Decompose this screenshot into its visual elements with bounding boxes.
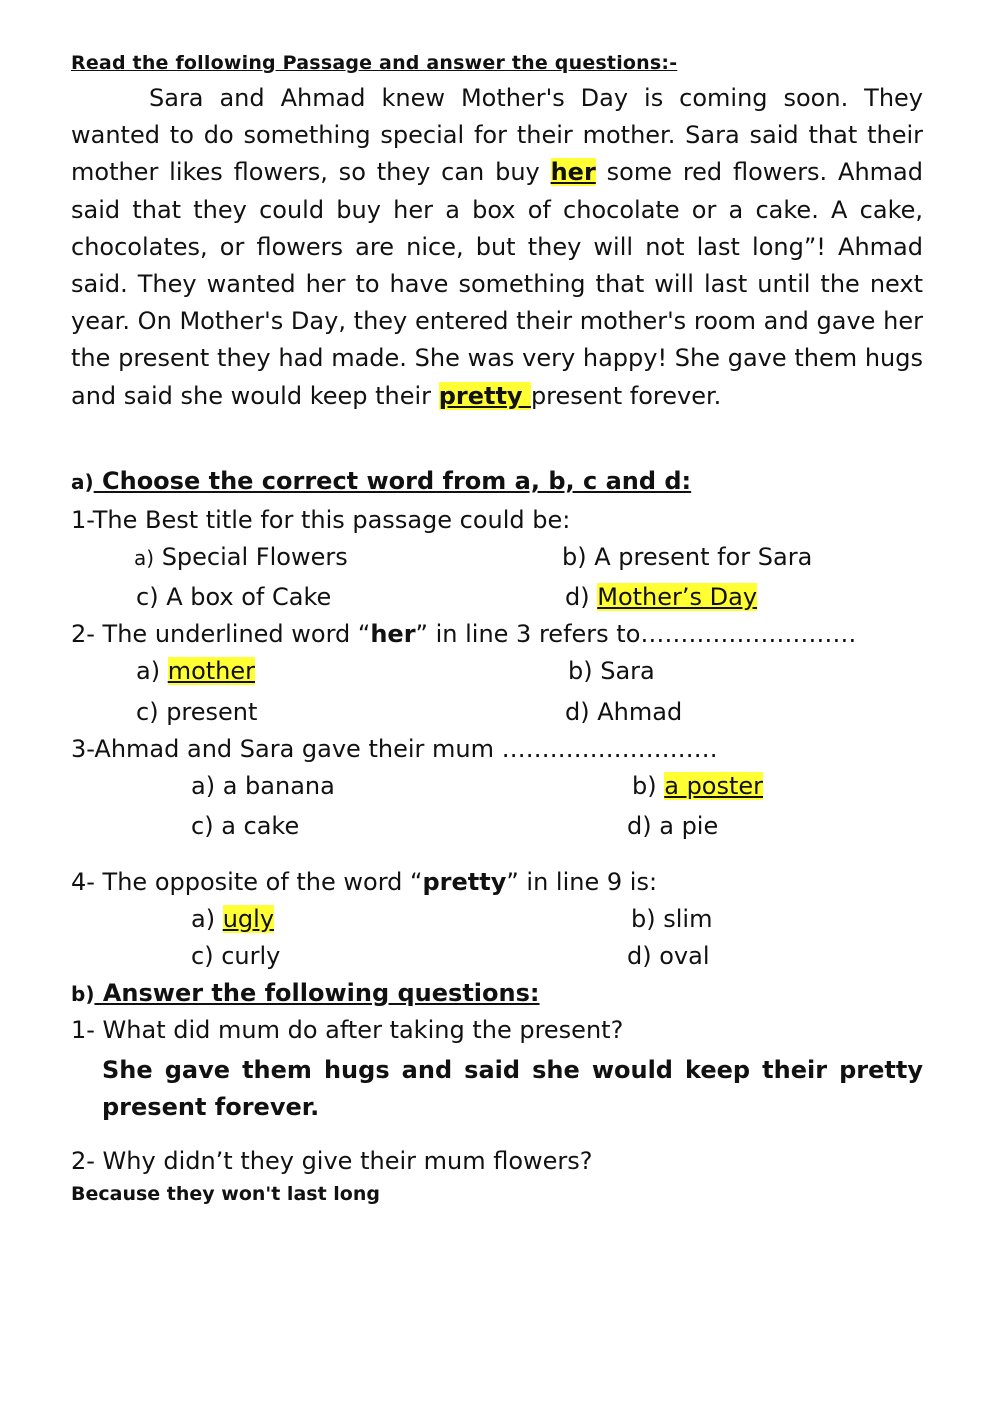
q1-option-b: b) A present for Sara bbox=[562, 543, 813, 571]
short-question-2: 2- Why didn’t they give their mum flowers? bbox=[71, 1147, 593, 1175]
q2-option-c: c) present bbox=[136, 698, 258, 726]
q2-option-b: b) Sara bbox=[568, 657, 655, 685]
q1-option-d bbox=[565, 583, 757, 611]
question-2-pre: 2- The underlined word “ bbox=[71, 620, 371, 648]
question-2 bbox=[71, 620, 856, 648]
q3-option-a: a) a banana bbox=[191, 772, 335, 800]
q1-option-c: c) A box of Cake bbox=[136, 583, 332, 611]
section-a-title: Choose the correct word from a, b, c and d: bbox=[93, 467, 692, 495]
q2-option-a-label: a) bbox=[136, 657, 168, 685]
instructions-heading: Read the following Passage and answer the questions:- bbox=[71, 52, 678, 74]
section-a-heading bbox=[71, 467, 691, 495]
q2-option-a bbox=[136, 657, 255, 685]
q3-option-d: d) a pie bbox=[627, 812, 719, 840]
q4-option-c: c) curly bbox=[191, 942, 281, 970]
q4-option-a bbox=[191, 905, 274, 933]
passage-part-3: present forever. bbox=[530, 381, 722, 410]
question-4-pre: 4- The opposite of the word “ bbox=[71, 868, 423, 896]
q1-answer-highlight: Mother’s Day bbox=[597, 583, 758, 611]
section-b-heading bbox=[71, 979, 539, 1007]
q3-option-c: c) a cake bbox=[191, 812, 300, 840]
q4-option-a-label: a) bbox=[191, 905, 223, 933]
q1-option-d-label: d) bbox=[565, 583, 598, 611]
section-a-tag: a) bbox=[71, 470, 94, 494]
q1-option-a bbox=[134, 543, 348, 571]
passage-part-2: some red flowers. Ahmad said that they could buy her a box of chocolate or a cake. A cake, chocolates, or flowers are nice, but they will not last long”! Ahmad said. They wanted her to have something that will last until the next year. On Mother's Day, they entered their mother's room and gave her the present they had made. She was very happy! She gave them hugs and said she would keep their bbox=[71, 158, 923, 410]
question-4-bold-word: pretty bbox=[422, 868, 507, 896]
passage-part-1: Sara and Ahmad knew Mother's Day is coming soon. They wanted to do something special for their mother. Sara said that their mother likes flowers, so they can buy bbox=[71, 84, 923, 187]
question-4 bbox=[71, 868, 657, 896]
q1-option-a-label: a) bbox=[134, 546, 155, 570]
question-3: 3-Ahmad and Sara gave their mum ……………………… bbox=[71, 735, 718, 763]
section-b-title: Answer the following questions: bbox=[94, 979, 540, 1007]
q3-answer-highlight: a poster bbox=[664, 772, 764, 800]
question-2-bold-word: her bbox=[370, 620, 416, 648]
question-1: 1-The Best title for this passage could be: bbox=[71, 506, 571, 534]
q1-option-a-text: Special Flowers bbox=[154, 543, 348, 571]
question-2-post: ” in line 3 refers to……………………… bbox=[415, 620, 857, 648]
q2-answer-highlight: mother bbox=[167, 657, 256, 685]
q3-option-b-label: b) bbox=[632, 772, 665, 800]
question-4-post: ” in line 9 is: bbox=[506, 868, 658, 896]
highlighted-word-her: her bbox=[550, 158, 596, 187]
short-answer-1: She gave them hugs and said she would keep their pretty present forever. bbox=[102, 1056, 923, 1121]
q4-option-b: b) slim bbox=[631, 905, 713, 933]
q2-option-d: d) Ahmad bbox=[565, 698, 683, 726]
q3-option-b bbox=[632, 772, 763, 800]
short-answer-2: Because they won't last long bbox=[71, 1183, 380, 1205]
short-question-1: 1- What did mum do after taking the present? bbox=[71, 1016, 624, 1044]
highlighted-word-pretty: pretty bbox=[438, 381, 531, 410]
section-b-tag: b) bbox=[71, 982, 95, 1006]
q4-option-d: d) oval bbox=[627, 942, 710, 970]
q4-answer-highlight: ugly bbox=[222, 905, 275, 933]
reading-passage bbox=[71, 80, 923, 415]
